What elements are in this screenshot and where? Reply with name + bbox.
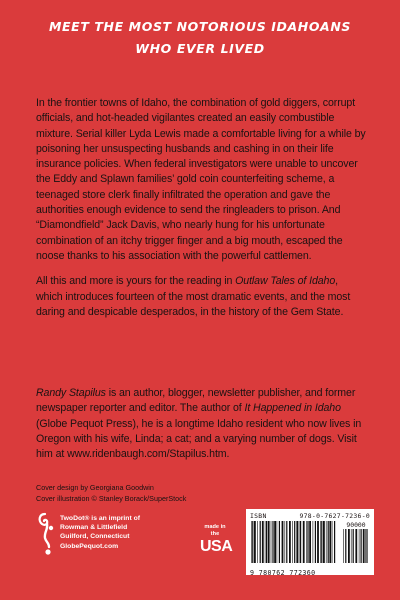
bio-text-1: is an author, blogger, newsletter publisher, and former newspaper reporter and editor. The author of (36, 387, 356, 415)
barcode-bar (361, 529, 362, 563)
barcode-bar (355, 529, 357, 563)
barcode-bar (317, 521, 319, 563)
description-paragraph-1: In the frontier towns of Idaho, the combination of gold diggers, corrupt officials, and hot-headed vigilantes created an easily combustible mixture. Serial killer Lyda Lewis made a comfortable living for a while by poisoning her unsuspecting husbands and cashing in on their life insurance policies. When federal investigators were unable to uncover the Eddy and Splawn families’ gold coin counterfeiting scheme, a teenaged store clerk finally infiltrated the operation and gave the authorities enough evidence to send the ringleaders to prison. And “Diamondfield” Jack Davis, who nearly hung for his unfortunate combination of an itchy trigger finger and a big mouth, escaped the noose thanks to his association with the powerful cattlemen. (36, 97, 366, 262)
barcode-bar (332, 521, 333, 563)
cover-design-credit: Cover design by Georgiana Goodwin (36, 483, 154, 492)
author-bio (36, 386, 366, 462)
barcode-bar (272, 521, 273, 563)
barcode-bar (299, 521, 300, 563)
barcode-bar (289, 521, 291, 563)
barcode-bar (320, 521, 321, 563)
isbn-value: 978-0-7627-7236-0 (299, 512, 370, 520)
imprint-line-4: GlobePequot.com (60, 542, 119, 550)
barcode-bar (329, 521, 331, 563)
barcode-bar (353, 529, 354, 563)
barcode-bar (307, 521, 308, 563)
barcode-bar (306, 521, 307, 563)
barcode-bar (277, 521, 278, 563)
imprint-line-1: TwoDot® is an imprint of (60, 515, 141, 522)
usa-label: USA (200, 538, 233, 555)
barcode-bar (363, 529, 365, 563)
p2-text-after: , which introduces fourteen of the most dramatic events, and the most daring and despicable desperados, in the history of the Gem State. (36, 275, 351, 318)
barcode-bar (300, 521, 301, 563)
bio-text-2: (Globe Pequot Press), he is a longtime Idaho resident who now lives in Oregon with his wife, Linda; a cat; and a varying number of dogs. Visit him at www.ridenbaugh.com/Stapilus.htm. (36, 417, 362, 461)
barcode-bar (348, 529, 350, 563)
headline-line-1: MEET THE MOST NOTORIOUS IDAHOANS (49, 19, 351, 34)
barcode-box (246, 509, 374, 575)
description-paragraph-2 (36, 274, 366, 320)
made-in-label: made in the (204, 524, 226, 537)
cover-illustration-credit: Cover illustration © Stanley Borack/SuperStock (36, 494, 187, 503)
book-title: Outlaw Tales of Idaho (235, 275, 336, 288)
barcode-bar (365, 529, 366, 563)
barcode-bar (268, 521, 270, 563)
barcode-bar (294, 521, 295, 563)
barcode-bar (274, 521, 276, 563)
headline (0, 16, 400, 60)
barcode-addon-bars (342, 529, 370, 563)
previous-book-title: It Happened in Idaho (244, 402, 341, 415)
barcode-bar (252, 521, 253, 563)
barcode-bar (286, 521, 287, 563)
barcode-bar (282, 521, 284, 563)
barcode-bar (343, 529, 344, 563)
isbn-line (250, 512, 370, 520)
barcode-bar (303, 521, 305, 563)
headline-line-2: WHO EVER LIVED (135, 41, 265, 56)
imprint-line-3: Guilford, Connecticut (60, 533, 130, 541)
barcode-bar (254, 521, 256, 563)
barcode-bar (279, 521, 280, 563)
description (36, 96, 366, 330)
barcode-bar (345, 529, 346, 563)
barcode-bar (328, 521, 329, 563)
barcode-addon-number: 90000 (346, 521, 366, 529)
barcode-bar (285, 521, 286, 563)
barcode-bar (271, 521, 272, 563)
barcode-bar (262, 521, 264, 563)
barcode-bar (315, 521, 316, 563)
p2-text-before: All this and more is yours for the reading in (36, 275, 236, 288)
twodot-logo-icon (36, 512, 58, 556)
barcode-bar (309, 521, 311, 563)
barcode-bar (326, 521, 327, 563)
barcode-bar (323, 521, 325, 563)
barcode-bar (359, 529, 360, 563)
cover-credits (36, 482, 256, 504)
barcode-bar (292, 521, 293, 563)
barcode-bar (260, 521, 261, 563)
made-in-usa-badge (200, 524, 233, 555)
barcode-digits: 9 780762 772360 (250, 569, 316, 577)
isbn-label: ISBN (250, 512, 267, 520)
barcode-bar (251, 521, 252, 563)
publisher-imprint (60, 514, 200, 551)
barcode-bar (296, 521, 298, 563)
barcode-bar (257, 521, 258, 563)
barcode-bar (334, 521, 335, 563)
author-name: Randy Stapilus (36, 387, 106, 399)
barcode-bar (313, 521, 314, 563)
imprint-line-2: Rowman & Littlefield (60, 524, 128, 532)
barcode-bar (351, 529, 352, 563)
barcode-bar (265, 521, 266, 563)
barcode-bar (366, 529, 367, 563)
barcode-bar (266, 521, 267, 563)
barcode-bar (321, 521, 322, 563)
barcode-bars (250, 521, 338, 563)
